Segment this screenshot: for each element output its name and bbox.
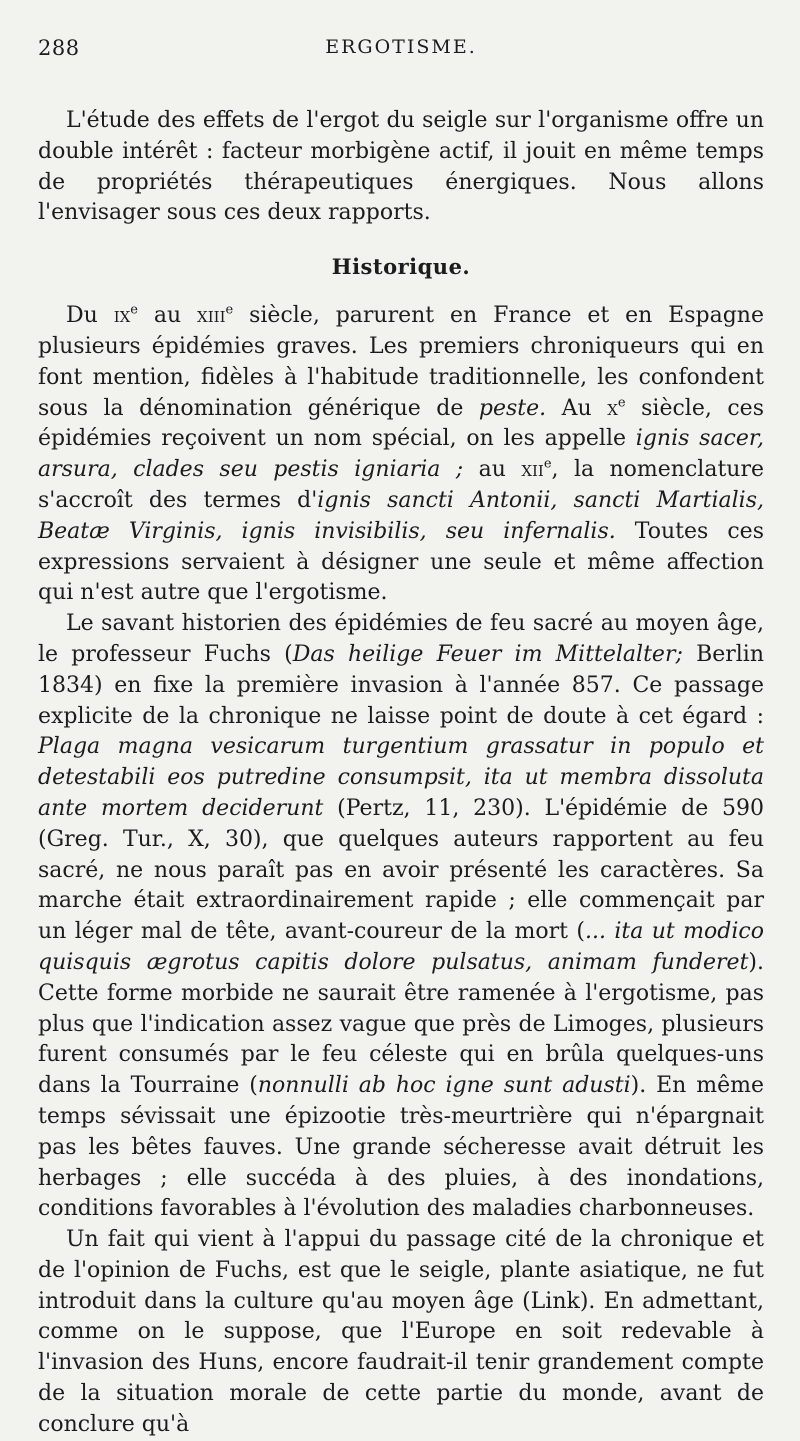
paragraph-history-1 [38, 301, 764, 609]
text-span: siècle, ces épidémies reçoivent un nom spécial, on les appelle [38, 395, 764, 452]
intro-paragraph: L'étude des effets de l'ergot du seigle sur l'organisme offre un double intérêt : facteur morbigène actif, il jouit en même temps de propriétés thérapeutiques énergiques. Nous allons l'envisager sous ces deux rapports. [38, 108, 764, 226]
paragraph-history-2 [38, 609, 764, 1225]
paragraph-history-3: Un fait qui vient à l'appui du passage cité de la chronique et de l'opinion de Fuchs, est que le seigle, plante asiatique, ne fut introduit dans la culture qu'au moyen âge (Link). En admettant, comme on le suppose, que l'Europe en soit redevable à l'invasion des Huns, encore faudrait-il tenir grandement compte de la situation morale de cette partie du monde, avant de conclure qu'à [38, 1227, 764, 1437]
superscript: e [543, 456, 552, 472]
italic-term: ignis sancti Antonii, sancti Martialis, Beatæ Virginis, ignis invisibilis, seu infernalis. [38, 487, 764, 544]
running-head [38, 30, 764, 66]
roman-numeral: xiii [197, 303, 226, 329]
superscript: e [130, 302, 138, 318]
text-span: au [463, 457, 522, 483]
italic-title: Das heilige Feuer im Mittelalter; [292, 641, 683, 667]
italic-term: ignis sacer, arsura, clades seu pestis igniaria ; [38, 426, 764, 483]
section-title: Historique. [331, 254, 471, 280]
text-span: (Pertz, 11, 230). L'épidémie de 590 (Greg. Tur., X, 30), que quelques auteurs rapportent au feu sacré, ne nous paraît pas en avoir présenté les caractères. Sa marche était extraordinairement rapide ; elle commençait par un léger mal de tête, avant-coureur de la mort ( [38, 795, 765, 945]
latin-quote: Plaga magna vesicarum turgentium grassatur in populo et detestabili eos putredine consumpsit, ita ut membra dissoluta ante mortem deciderunt [38, 734, 764, 821]
latin-quote: ... ita ut modico quisquis ægrotus capitis dolore pulsatus, animam funderet [38, 919, 764, 975]
latin-quote: nonnulli ab hoc igne sunt adusti [257, 1073, 631, 1099]
italic-term: peste. [478, 395, 547, 421]
text-span: ). Cette forme morbide ne saurait être ramenée à l'ergotisme, pas plus que l'indication assez vague que près de Limoges, plusieurs furent consumés par le feu céleste qui en brûla quelques-uns dans la Tourraine ( [38, 949, 764, 1099]
text-span: Le savant historien des épidémies de feu sacré au moyen âge, le professeur Fuchs ( [38, 611, 764, 667]
roman-numeral: x [607, 395, 618, 421]
text-span: Au [546, 395, 608, 421]
superscript: e [617, 395, 626, 411]
running-title: ERGOTISME. [325, 36, 477, 58]
text-span: siècle, parurent en France et en Espagne plusieurs épidémies graves. Les premiers chroniqueurs qui en font mention, fidèles à l'habitude traditionnelle, les confondent sous la dénomination générique de [38, 303, 764, 421]
text-span: , la nomenclature s'accroît des termes d' [38, 457, 764, 513]
page-number: 288 [38, 36, 80, 60]
roman-numeral: xii [521, 457, 544, 483]
roman-numeral: ix [113, 303, 131, 329]
text-span: Du [66, 303, 114, 329]
text-span: Toutes ces expressions servaient à désigner une seule et même affection qui n'est autre que l'ergotisme. [38, 518, 764, 606]
text-span: Berlin 1834) en fixe la première invasion à l'année 857. Ce passage explicite de la chronique ne laisse point de doute à cet égard : [38, 641, 765, 729]
text-span: ). En même temps sévissait une épizootie très-meurtrière qui n'épargnait pas les bêtes fauves. Une grande sécheresse avait détruit les herbages ; elle succéda à des pluies, à des inondations, conditions favorables à l'évolution des maladies charbonneuses. [38, 1073, 764, 1222]
text-span: au [138, 303, 198, 329]
superscript: e [225, 302, 234, 318]
